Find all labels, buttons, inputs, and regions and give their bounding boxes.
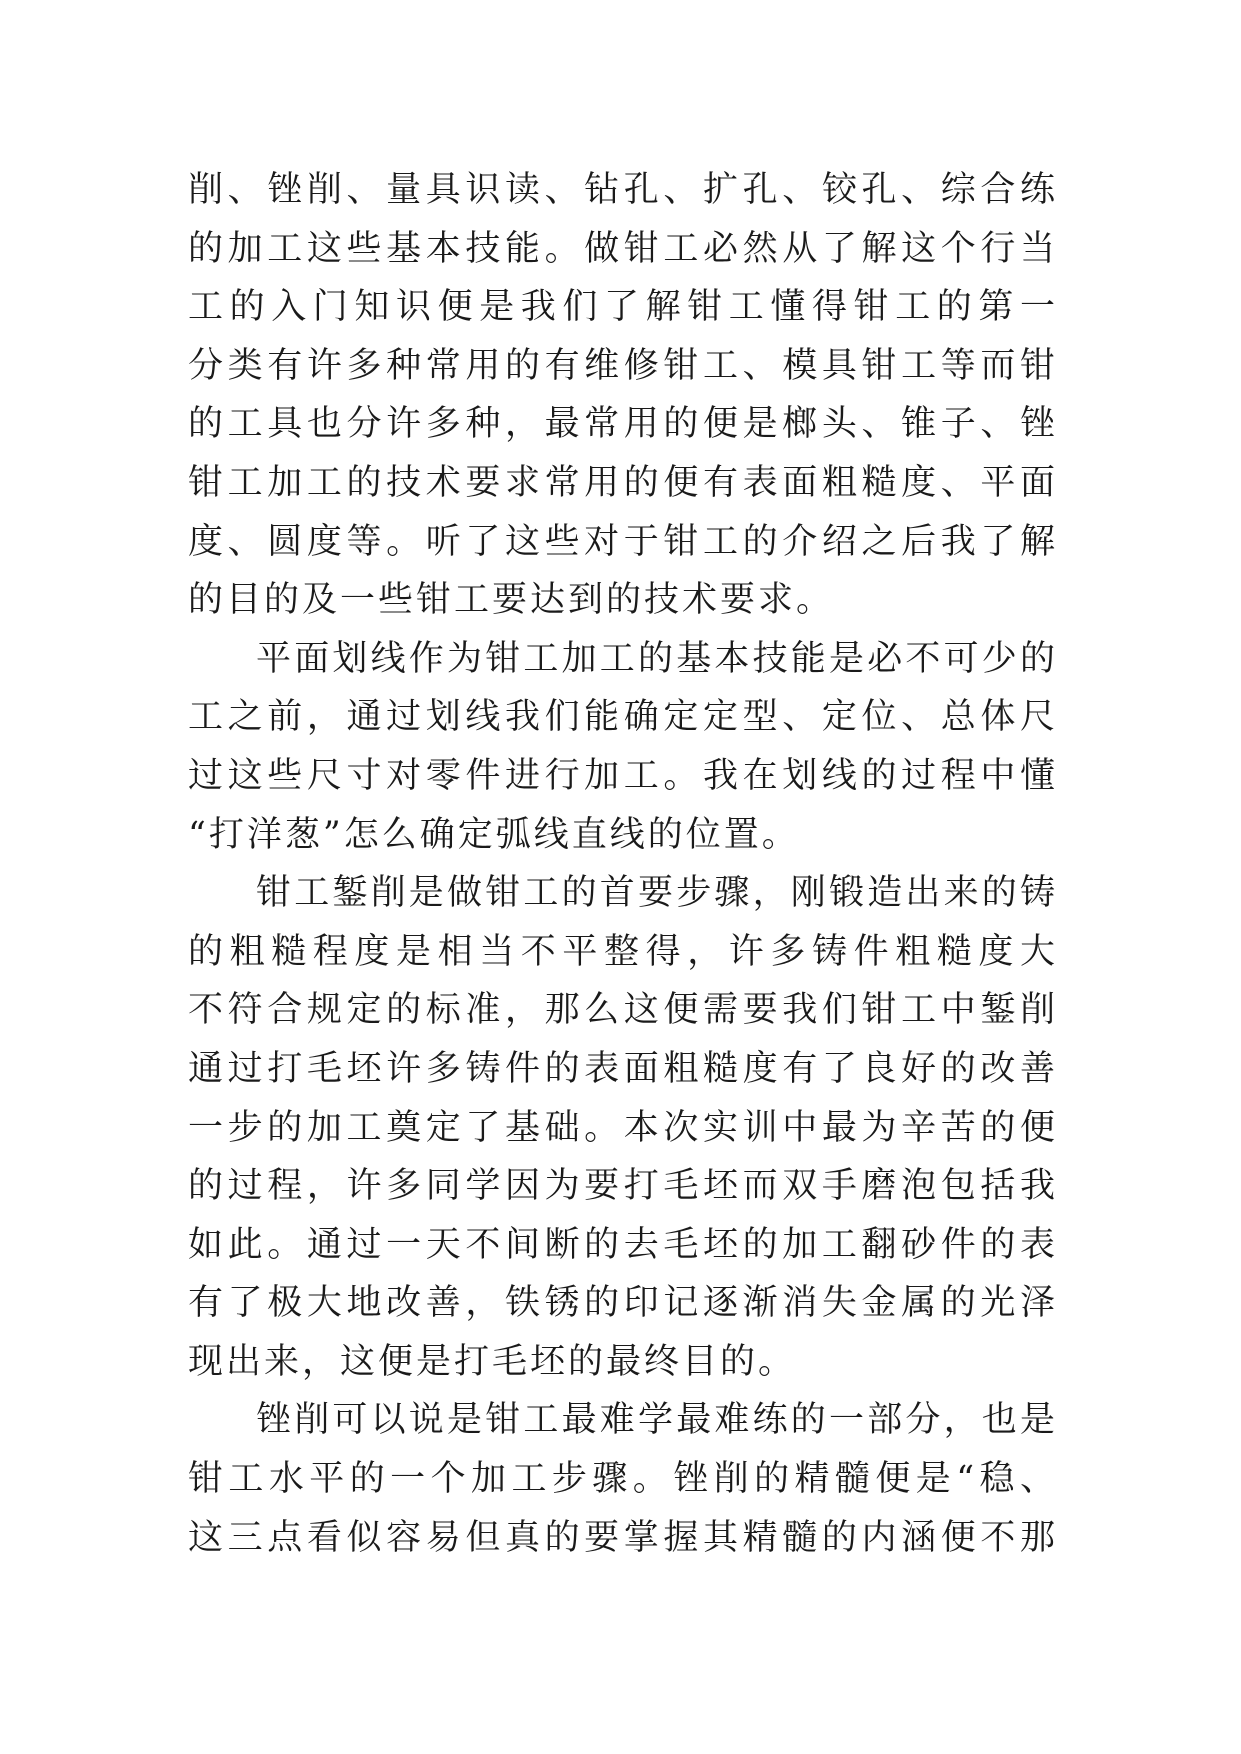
text-line: 钳工水平的一个加工步骤。锉削的精髓便是“稳、 <box>188 1459 1058 1500</box>
paragraph-3 <box>188 864 1058 1391</box>
text-line: 的加工这些基本技能。做钳工必然从了解这个行当 <box>188 228 1058 269</box>
text-line: 工之前，通过划线我们能确定定型、定位、总体尺 <box>188 697 1058 738</box>
text-line: 度、圆度等。听了这些对于钳工的介绍之后我了解 <box>188 521 1058 562</box>
text-line: 有了极大地改善，铁锈的印记逐渐消失金属的光泽 <box>188 1283 1058 1324</box>
text-line: 钳工加工的技术要求常用的便有表面粗糙度、平面 <box>188 462 1058 503</box>
text-line: 过这些尺寸对零件进行加工。我在划线的过程中懂 <box>188 755 1058 796</box>
text-line: 通过打毛坯许多铸件的表面粗糙度有了良好的改善 <box>188 1048 1058 1089</box>
text-line: 钳工錾削是做钳工的首要步骤，刚锻造出来的铸 <box>256 873 1058 914</box>
text-line: 的过程，许多同学因为要打毛坯而双手磨泡包括我 <box>188 1166 1058 1207</box>
paragraph-2 <box>188 630 1058 864</box>
text-line: 的粗糙程度是相当不平整得，许多铸件粗糙度大 <box>188 931 1058 972</box>
paragraph-1 <box>188 161 1058 630</box>
text-line: 工的入门知识便是我们了解钳工懂得钳工的第一 <box>188 287 1058 328</box>
text-line: 的目的及一些钳工要达到的技术要求。 <box>188 580 835 621</box>
text-line: 削、锉削、量具识读、钻孔、扩孔、铰孔、综合练 <box>188 170 1058 210</box>
text-line: 如此。通过一天不间断的去毛坯的加工翻砂件的表 <box>188 1224 1058 1265</box>
text-line: 平面划线作为钳工加工的基本技能是必不可少的 <box>256 638 1058 679</box>
text-line: 不符合规定的标准，那么这便需要我们钳工中錾削 <box>188 990 1058 1031</box>
paragraph-4 <box>188 1391 1058 1567</box>
text-line: 锉削可以说是钳工最难学最难练的一部分，也是 <box>256 1400 1058 1441</box>
text-line: 一步的加工奠定了基础。本次实训中最为辛苦的便 <box>188 1107 1058 1148</box>
text-line: “打洋葱”怎么确定弧线直线的位置。 <box>188 814 800 855</box>
text-line: 的工具也分许多种，最常用的便是榔头、锥子、锉 <box>188 404 1058 445</box>
text-line: 现出来，这便是打毛坯的最终目的。 <box>188 1341 797 1382</box>
document-body <box>188 161 1058 1567</box>
text-line: 分类有许多种常用的有维修钳工、模具钳工等而钳 <box>188 345 1058 386</box>
text-line: 这三点看似容易但真的要掌握其精髓的内涵便不那 <box>188 1517 1058 1558</box>
